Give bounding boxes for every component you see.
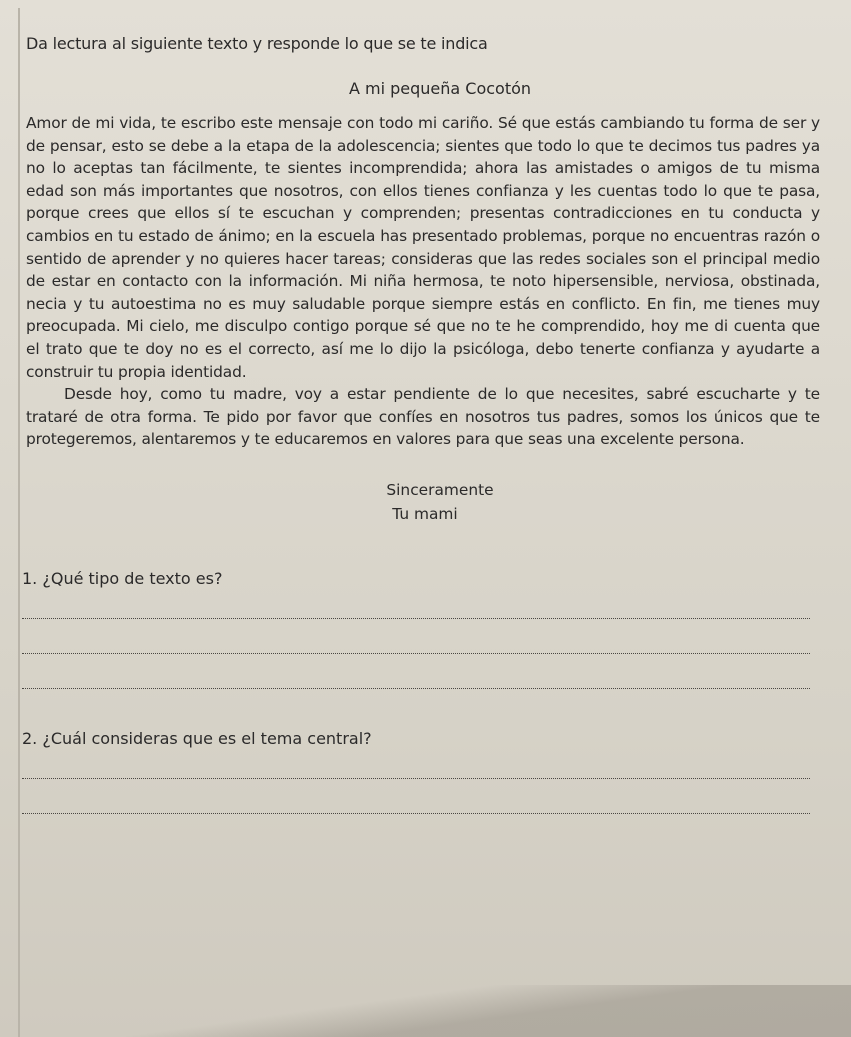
letter-signature: Tu mami	[392, 504, 458, 523]
page-shadow	[0, 985, 851, 1037]
question-2: 2. ¿Cuál consideras que es el tema central?	[22, 728, 372, 748]
answer-line[interactable]	[22, 813, 810, 814]
letter-paragraph-1: Amor de mi vida, te escribo este mensaje con todo mi cariño. Sé que estás cambiando tu forma de ser y de pensar, esto se debe a la etapa de la adolescencia; sientes que todo lo que te decimos tus padres ya no lo aceptas tan fácilmente, te sientes incomprendida; ahora las amistades o amigos de tu misma edad son más importantes que nosotros, con ellos tienes confianza y les cuentas todo lo que te pasa, porque crees que ellos sí te escuchan y comprenden; presentas contradicciones en tu conducta y cambios en tu estado de ánimo; en la escuela has presentado problemas, porque no encuentras razón o sentido de aprender y no quieres hacer tareas; consideras que las redes sociales son el principal medio de estar en contacto con la información. Mi niña hermosa, te noto hipersensible, nerviosa, obstinada, necia y tu autoestima no es muy saludable porque siempre estás en conflicto. En fin, me tienes muy preocupada. Mi cielo, me disculpo contigo porque sé que no te he comprendido, hoy me di cuenta que el trato que te doy no es el correcto, así me lo dijo la psicóloga, debo tenerte confianza y ayudarte a construir tu propia identidad.	[26, 114, 820, 381]
worksheet-content	[20, 34, 820, 814]
letter-title: A mi pequeña Cocotón	[348, 79, 532, 98]
letter-paragraph-2: Desde hoy, como tu madre, voy a estar pendiente de lo que necesites, sabré escucharte y te trataré de otra forma. Te pido por favor que confíes en nosotros tus padres, somos los únicos que te protegeremos, alentaremos y te educaremos en valores para que seas una excelente persona.	[26, 385, 820, 449]
instruction-text: Da lectura al siguiente texto y responde lo que se te indica	[26, 34, 488, 53]
answer-line[interactable]	[22, 688, 810, 689]
question-1: 1. ¿Qué tipo de texto es?	[22, 568, 223, 588]
answer-line[interactable]	[22, 778, 810, 779]
answer-line[interactable]	[22, 653, 810, 654]
answer-line[interactable]	[22, 618, 810, 619]
letter-closing: Sinceramente	[386, 480, 494, 499]
